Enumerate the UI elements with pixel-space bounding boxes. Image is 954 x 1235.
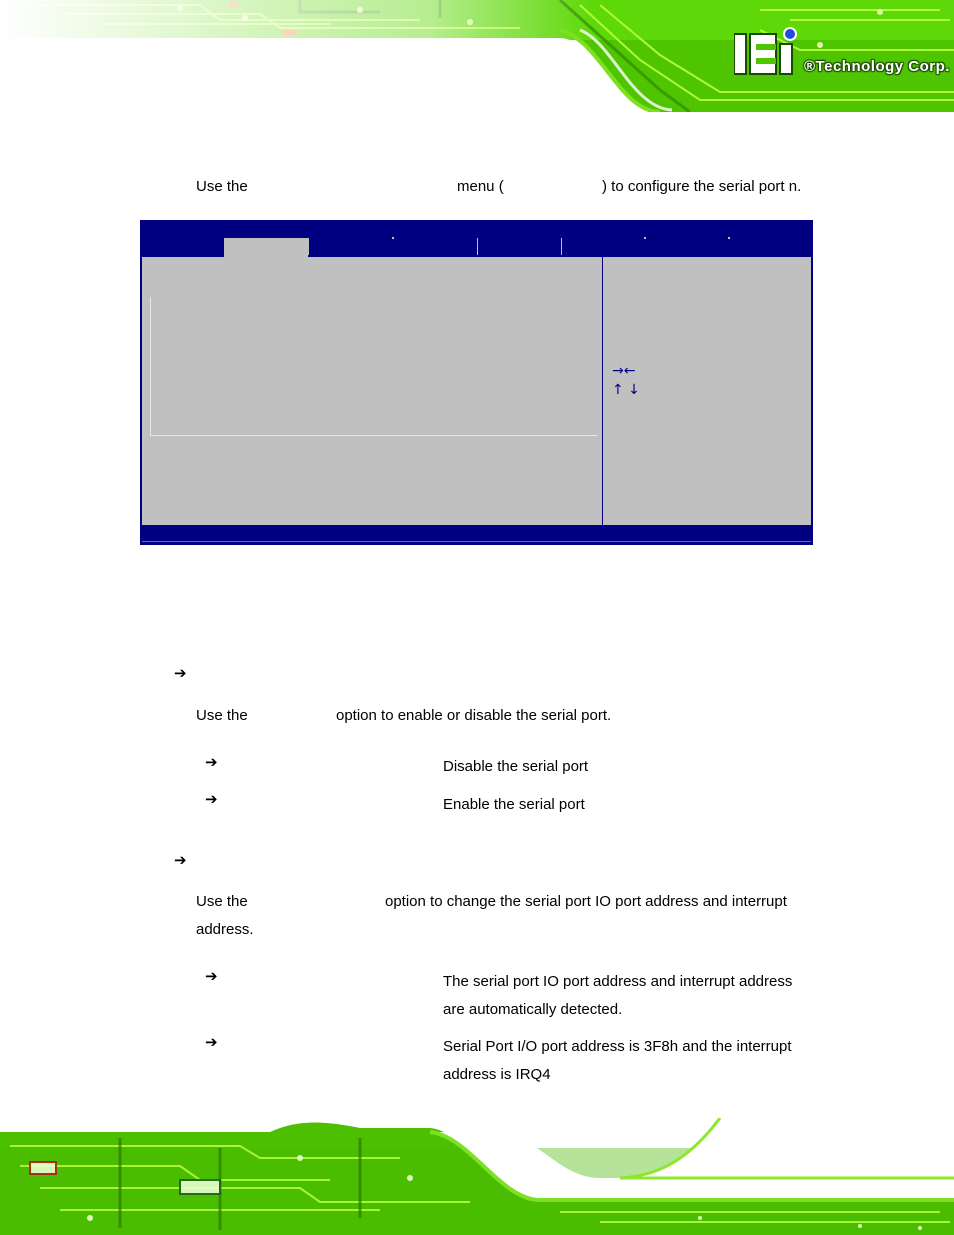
bios-status-line — [142, 541, 811, 542]
bios-tab-separator — [644, 237, 646, 239]
serial-port-description: option to enable or disable the serial port. — [336, 707, 612, 724]
bios-tab-separator — [561, 238, 562, 255]
footer-circuit-graphic — [0, 1118, 954, 1235]
nav-left-right-icon: →← — [612, 363, 636, 379]
serial-port-use-the: Use the — [196, 707, 248, 724]
nav-up-down-icon: ↑ ↓ — [612, 382, 640, 398]
option-auto-description: The serial port IO port address and interrupt address — [443, 973, 793, 990]
serial-port-bullet-icon: ➔ — [174, 664, 187, 682]
change-settings-use-the: Use the — [196, 893, 248, 910]
bios-tab-separator — [728, 237, 730, 239]
bios-tab-separator — [308, 238, 309, 255]
bios-status-bar — [140, 525, 813, 545]
option-auto-description-cont: are automatically detected. — [443, 1001, 623, 1018]
page-footer — [0, 1118, 954, 1235]
bios-settings-panel — [150, 297, 597, 436]
logo-text: ®Technology Corp. — [804, 58, 950, 75]
intro-use-the: Use the — [196, 178, 248, 195]
option-bullet-icon: ➔ — [205, 753, 218, 771]
option-disabled-description: Disable the serial port — [443, 758, 589, 775]
page-header — [0, 0, 954, 112]
option-3f8-description-cont: address is IRQ4 — [443, 1066, 551, 1083]
option-bullet-icon: ➔ — [205, 1033, 218, 1051]
bios-body — [142, 257, 811, 545]
bios-tab-separator — [392, 237, 394, 239]
change-settings-description-cont: address. — [196, 921, 254, 938]
option-enabled-description: Enable the serial port — [443, 796, 585, 813]
change-settings-description: option to change the serial port IO port address and interrupt — [385, 893, 787, 910]
intro-menu-close: ) to configure the serial port n. — [602, 178, 802, 195]
bios-screen — [140, 220, 813, 545]
change-settings-bullet-icon: ➔ — [174, 851, 187, 869]
bios-active-tab[interactable] — [224, 238, 308, 259]
intro-menu-open: menu ( — [457, 178, 504, 195]
bios-tab-separator — [477, 238, 478, 255]
company-logo — [734, 24, 950, 84]
option-3f8-description: Serial Port I/O port address is 3F8h and the interrupt — [443, 1038, 792, 1055]
bios-help-divider — [602, 257, 603, 525]
option-bullet-icon: ➔ — [205, 790, 218, 808]
option-bullet-icon: ➔ — [205, 967, 218, 985]
iei-logo-icon — [734, 24, 804, 78]
